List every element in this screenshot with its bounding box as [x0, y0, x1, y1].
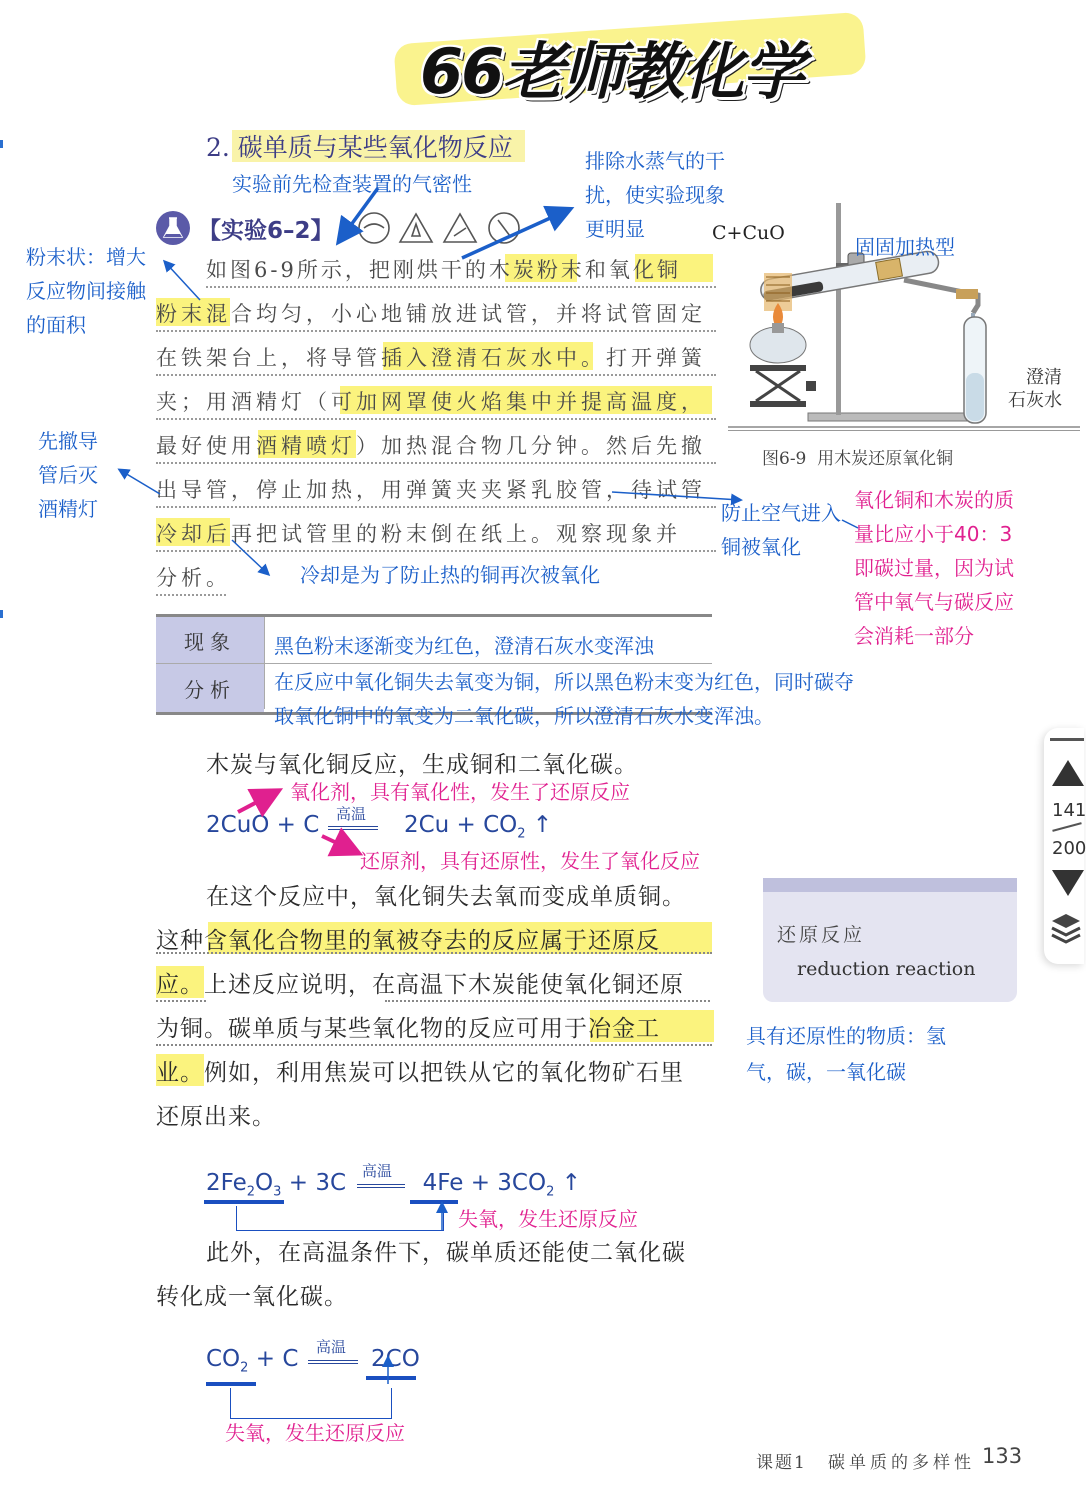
annotation-ratio: 氧化铜和木炭的质 量比应小于40：3 即碳过量，因为试 管中氧气与碳反应 会消耗一部分	[854, 488, 1014, 648]
footer-lesson: 课题1	[756, 1453, 807, 1473]
paragraph-line: 为铜。碳单质与某些氧化物的反应可用于冶金工	[156, 1016, 660, 1042]
paragraph-line: 在这个反应中，氧化铜失去氧而变成单质铜。	[206, 884, 686, 910]
equation-cuo: 2CuO + C $2Cu + CO_2$ ↑	[206, 812, 553, 842]
annotation-oxidant: 氧化剂，具有氧化性，发生了还原反应	[290, 780, 630, 804]
reaction-intro: 木炭与氧化铜反应，生成铜和二氧化碳。	[206, 752, 638, 778]
footer-topic: 碳单质的多样性	[828, 1453, 975, 1473]
equation-co2: $CO_2 + C$ 2CO	[206, 1346, 420, 1376]
page-indicator-total: 200	[1052, 838, 1086, 859]
experiment-line: 冷却后再把试管里的粉末倒在纸上。观察现象并	[156, 518, 716, 552]
annotation-cooling: 冷却是为了防止热的铜再次被氧化	[300, 563, 600, 587]
paragraph-line: 此外，在高温条件下，碳单质还能使二氧化碳	[206, 1240, 686, 1266]
arrow	[232, 540, 268, 574]
annotation-water-vapor: 排除水蒸气的干 扰，使实验现象 更明显	[585, 149, 725, 241]
paragraph-line: 还原出来。	[156, 1104, 276, 1130]
equation-fe2o3: $2Fe_2O_3 + 3C$ $4Fe + 3CO_2$ ↑	[206, 1170, 581, 1200]
condition-cuo: 高温	[336, 805, 367, 823]
arrow	[612, 492, 740, 500]
table-header-analysis: 分析	[156, 664, 264, 712]
condition-co2: 高温	[316, 1338, 347, 1356]
annotation-reductant: 还原剂，具有还原性，发生了氧化反应	[360, 849, 700, 873]
figure-caption: 图6-9 用木炭还原氧化铜	[762, 449, 954, 469]
figure-reagent-label: C+CuO	[712, 222, 785, 244]
annotation-heating-type: 固固加热型	[855, 235, 955, 259]
brand-title: 66老师教化学	[420, 35, 803, 108]
section-title: 2. 碳单质与某些氧化物反应	[206, 133, 513, 162]
arrow	[322, 836, 356, 852]
table-phenomenon-value: 黑色粉末逐渐变为红色，澄清石灰水变浑浊	[274, 634, 654, 658]
glossary-en: reduction reaction	[797, 958, 976, 980]
figure-limewater-label: 澄清 石灰水	[1008, 367, 1062, 411]
experiment-line: 在铁架台上，将导管插入澄清石灰水中。打开弹簧	[156, 342, 716, 376]
glossary-cn: 还原反应	[777, 924, 866, 946]
experiment-line: 最好使用酒精喷灯）加热混合物几分钟。然后先撤	[156, 430, 716, 464]
experiment-label: 【实验6–2】	[198, 218, 334, 244]
table-analysis-value-1: 在反应中氧化铜失去氧变为铜，所以黑色粉末变为红色，同时碳夺	[274, 670, 854, 694]
experiment-line: 如图6-9所示，把刚烘干的木炭粉末和氧化铜	[206, 254, 716, 288]
paragraph-line: 业。例如，利用焦炭可以把铁从它的氧化物矿石里	[156, 1060, 684, 1086]
annotation-air: 防止空气进入 铜被氧化	[721, 501, 841, 559]
annotation-lose-oxygen-1: 失氧，发生还原反应	[458, 1207, 638, 1231]
experiment-line: 出导管，停止加热，用弹簧夹夹紧乳胶管，待试管	[156, 474, 716, 508]
annotation-airtight: 实验前先检查装置的气密性	[232, 172, 472, 196]
condition-fe2o3: 高温	[362, 1162, 393, 1180]
arrow	[842, 520, 858, 528]
footer-page-number: 133	[982, 1444, 1023, 1468]
paragraph-line: 这种含氧化合物里的氧被夺去的反应属于还原反	[156, 928, 660, 954]
arrow	[120, 470, 160, 494]
paragraph-line: 转化成一氧化碳。	[156, 1284, 348, 1310]
arrow	[340, 188, 378, 240]
paragraph-line: 应。上述反应说明，在高温下木炭能使氧化铜还原	[156, 972, 684, 998]
annotation-lose-oxygen-2: 失氧，发生还原反应	[225, 1421, 405, 1445]
page-indicator-current: 141	[1052, 800, 1086, 821]
annotation-powder: 粉末状：增大 反应物间接触 的面积	[26, 245, 146, 337]
experiment-line: 粉末混合均匀，小心地铺放进试管，并将试管固定	[156, 298, 716, 332]
annotation-reducing-substances: 具有还原性的物质：氢 气，碳，一氧化碳	[746, 1024, 946, 1084]
experiment-line: 分析。	[156, 562, 226, 596]
arrow	[462, 210, 568, 258]
experiment-line: 夹；用酒精灯（可加网罩使火焰集中并提高温度，	[156, 386, 716, 420]
table-header-phenomenon: 现象	[156, 617, 264, 663]
table-analysis-value-2: 取氧化铜中的氧变为二氧化碳，所以澄清石灰水变浑浊。	[274, 704, 774, 728]
arrow	[238, 792, 276, 812]
arrow	[165, 262, 200, 300]
annotation-withdraw: 先撤导 管后灭 酒精灯	[38, 429, 98, 521]
